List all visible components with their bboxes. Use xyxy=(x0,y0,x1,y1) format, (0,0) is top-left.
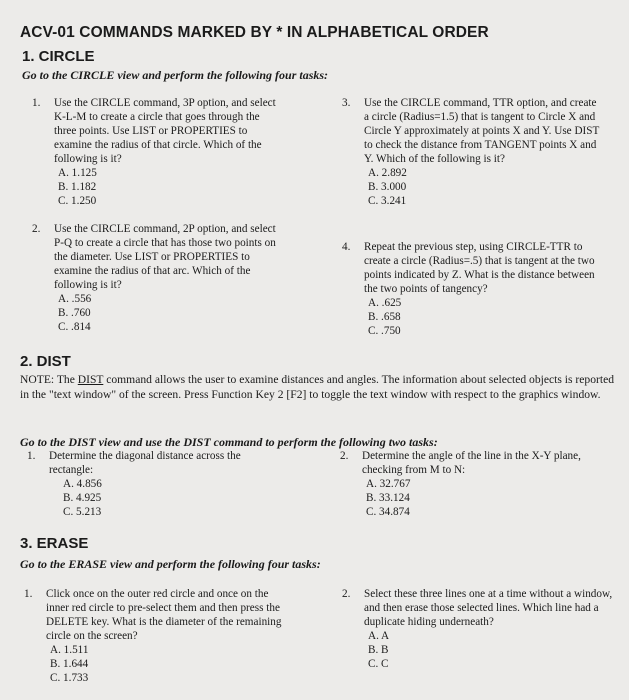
question-number: 4. xyxy=(342,241,351,253)
note-command: DIST xyxy=(77,373,104,386)
question-text: Repeat the previous step, using CIRCLE-TTR to create a circle (Radius=.5) that is tangent at the two points indicated by Z. What is the distance between the two points of tangency? xyxy=(364,241,595,295)
option-c: C. 3.241 xyxy=(368,195,407,207)
option-b: B. 3.000 xyxy=(368,181,407,193)
circle-question-4 xyxy=(342,240,604,338)
note-body: command allows the user to examine distances and angles. The information about selected objects is reported in the "text window" of the screen. Press Function Key 2 [F2] to toggle the text window with respect to the graphics window. xyxy=(20,373,615,401)
question-text: Use the CIRCLE command, 3P option, and select K-L-M to create a circle that goes through the three points. Use LIST or PROPERTIES to examine the radius of that circle. Which of the following is it? xyxy=(54,97,276,165)
option-c: C. 34.874 xyxy=(366,506,410,518)
question-number: 2. xyxy=(340,450,349,462)
option-b: B. .658 xyxy=(368,311,401,323)
option-a: A. 1.125 xyxy=(58,167,97,179)
circle-question-3 xyxy=(342,96,604,208)
circle-question-1 xyxy=(32,96,282,208)
option-c: C. 1.250 xyxy=(58,195,97,207)
option-c: C. C xyxy=(368,658,389,670)
option-a: A. 4.856 xyxy=(63,478,102,490)
option-a: A. 32.767 xyxy=(366,478,411,490)
question-text: Determine the angle of the line in the X-Y plane, checking from M to N: xyxy=(362,450,581,476)
question-text: Use the CIRCLE command, 2P option, and select P-Q to create a circle that has those two points on the diameter. Use LIST or PROPERTIES to examine the radius of that arc. Which of the following is it? xyxy=(54,223,276,291)
erase-question-2 xyxy=(342,587,614,671)
option-c: C. .750 xyxy=(368,325,401,337)
option-a: A. .556 xyxy=(58,293,92,305)
option-c: C. 5.213 xyxy=(63,506,102,518)
option-b: B. 1.644 xyxy=(50,658,89,670)
option-b: B. 33.124 xyxy=(366,492,410,504)
question-text: Click once on the outer red circle and once on the inner red circle to pre-select them and then press the DELETE key. What is the diameter of the remaining circle on the screen? xyxy=(46,588,282,642)
question-text: Determine the diagonal distance across the rectangle: xyxy=(49,450,241,476)
erase-instruction: Go to the ERASE view and perform the following four tasks: xyxy=(20,557,321,571)
question-number: 1. xyxy=(24,588,33,600)
question-number: 1. xyxy=(32,97,41,109)
option-c: C. 1.733 xyxy=(50,672,89,684)
section-heading-dist: 2. DIST xyxy=(20,353,71,370)
option-a: A. .625 xyxy=(368,297,402,309)
dist-note xyxy=(20,372,615,402)
section-heading-erase: 3. ERASE xyxy=(20,535,89,552)
page-title: ACV-01 COMMANDS MARKED BY * IN ALPHABETICAL ORDER xyxy=(20,24,489,41)
section-heading-circle: 1. CIRCLE xyxy=(22,48,95,65)
question-text: Select these three lines one at a time without a window, and then erase those selected lines. Which line had a duplicate hiding underneath? xyxy=(364,588,613,628)
option-c: C. .814 xyxy=(58,321,91,333)
circle-question-2 xyxy=(32,222,287,334)
option-b: B. B xyxy=(368,644,389,656)
circle-instruction: Go to the CIRCLE view and perform the following four tasks: xyxy=(22,68,329,82)
question-number: 2. xyxy=(32,223,41,235)
option-b: B. .760 xyxy=(58,307,91,319)
question-number: 2. xyxy=(342,588,351,600)
dist-question-1 xyxy=(27,449,282,519)
question-number: 3. xyxy=(342,97,351,109)
option-b: B. 4.925 xyxy=(63,492,102,504)
erase-question-1 xyxy=(24,587,294,685)
option-a: A. 2.892 xyxy=(368,167,407,179)
option-a: A. 1.511 xyxy=(50,644,89,656)
question-text: Use the CIRCLE command, TTR option, and create a circle (Radius=1.5) that is tangent to Circle X and Circle Y approximately at points X and Y. Use DIST to check the distance from TANGENT points X and Y. Which of the following is it? xyxy=(364,97,600,165)
dist-question-2 xyxy=(340,449,605,519)
option-b: B. 1.182 xyxy=(58,181,97,193)
dist-instruction: Go to the DIST view and use the DIST command to perform the following two tasks: xyxy=(20,435,438,449)
note-prefix: NOTE: The xyxy=(20,373,78,386)
option-a: A. A xyxy=(368,630,390,642)
question-number: 1. xyxy=(27,450,36,462)
